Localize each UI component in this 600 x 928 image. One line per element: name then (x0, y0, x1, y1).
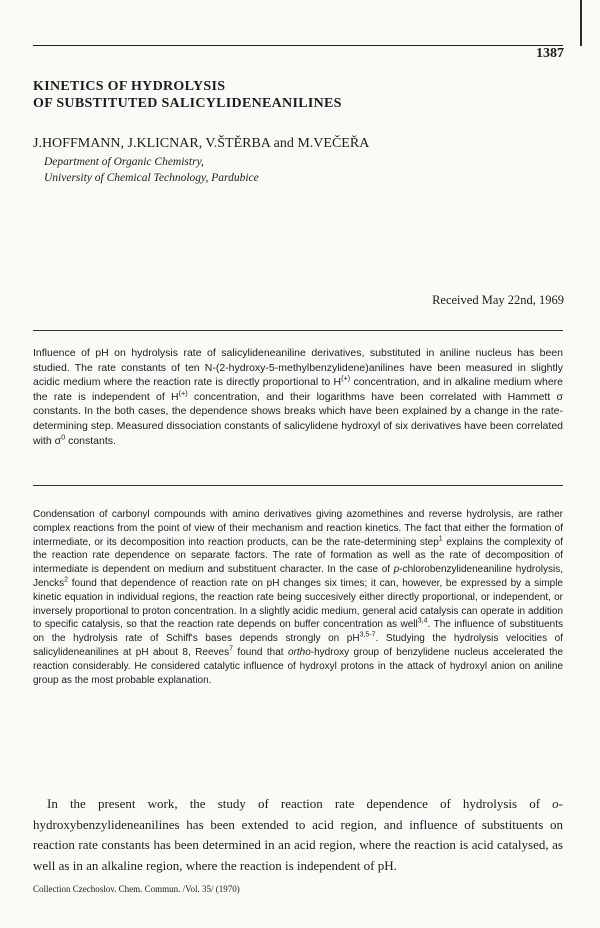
italic-text: ortho (287, 646, 311, 658)
abstract-bottom-rule (33, 485, 563, 486)
received-date: Received May 22nd, 1969 (432, 293, 564, 307)
title-line-1: KINETICS OF HYDROLYSIS (33, 79, 226, 94)
abstract-text: concentration, and their logarithms have been correlated with Hammett σ constants. In the both cases, the dependence shows breaks which have been explained by a change in the rate-determining step. Measured dissociation constants of salicylidene hydroxyl of six derivatives have been correlated with σ (33, 390, 563, 447)
body-text: . The influence of substituents on the hydrolysis rate of Schiff's bases depends strongly on pH (33, 619, 563, 645)
citation: 3,5-7 (359, 631, 376, 639)
superscript: (+) (341, 373, 351, 383)
affiliation-line-1: Department of Organic Chemistry, (44, 156, 204, 168)
abstract-text: constants. (65, 434, 116, 447)
abstract-text: concentration, and in alkaline medium where the rate is independent of H (33, 376, 564, 403)
body-text: found that (233, 646, 288, 658)
page-edge-line (580, 0, 582, 46)
body-text: explains the complexity of the reaction rate dependence on separate factors. The rate of formation as well as the rate of decomposition of intermediate is dependent on medium and substituent character. In the case of (33, 536, 564, 576)
citation: 1 (438, 535, 443, 543)
body-text: -hydroxy group of benzylidene nucleus accelerated the reaction considerably. He considered catalytic influence of hydroxyl protons in the attack of hydroxyl anion on aniline group as the most probable explanation. (33, 646, 564, 686)
page-number: 1387 (536, 46, 564, 61)
superscript: 0 (61, 432, 66, 442)
body-text: found that dependence of reaction rate on pH changes six times; it can, however, be expressed by a simple kinetic equation in individual regions, the reaction rate being succesively either directly proportional, or independent, or inversely proportional to proton concentration. In a slightly acidic medium, general acid catalysis can operate in addition to specific catalysis, so that the reaction rate depends on buffer concentration as well (33, 577, 563, 631)
italic-text: o (552, 796, 559, 811)
body-text: Condensation of carbonyl compounds with amino derivatives giving azomethines and reverse hydrolysis, are rather complex reactions from the point of view of their mechanism and reaction kinetics. The fact that either the formation of intermediate, or its decomposition into reaction products, can be the rate-determining step (33, 509, 563, 548)
body-text: . Studying the hydrolysis velocities of salicylideneanilines at pH about 8, Reeves (33, 633, 563, 658)
citation: 2 (64, 576, 69, 584)
superscript: (+) (178, 388, 188, 398)
header-rule (33, 45, 563, 46)
abstract-top-rule (33, 330, 563, 331)
citation: 3,4 (417, 618, 428, 626)
body-text: In the present work, the study of reaction rate dependence of hydrolysis of (47, 796, 553, 811)
affiliation-line-2: University of Chemical Technology, Pardubice (44, 172, 259, 184)
citation: 7 (229, 645, 234, 653)
affiliation (44, 154, 259, 186)
journal-footer: Collection Czechoslov. Chem. Commun. /Vol. 35/ (1970) (33, 884, 240, 894)
title-line-2: OF SUBSTITUTED SALICYLIDENEANILINES (33, 96, 342, 111)
body-text: -hydroxybenzylideneanilines has been extended to acid region, and influence of substituents on reaction rate constants has been determined in an acid region, where the reaction is acid catalysed, as well as in an alkaline region, where the reaction is independent of pH. (33, 796, 563, 873)
article-title (33, 78, 342, 112)
abstract (33, 346, 563, 448)
italic-text: p (393, 564, 400, 576)
present-work-paragraph (33, 794, 563, 876)
body-text: -chlorobenzylideneaniline hydrolysis, Jencks (33, 564, 563, 589)
abstract-text: Influence of pH on hydrolysis rate of salicylideneaniline derivatives, substituted in aniline nucleus has been studied. The rate constants of ten N-(2-hydroxy-5-methylbenzylidene)anilines have been measured in slightly acidic medium where the reaction rate is directly proportional to H (33, 347, 563, 389)
introduction-paragraph (33, 508, 563, 687)
author-list: J.HOFFMANN, J.KLICNAR, V.ŠTĚRBA and M.VEČEŘA (33, 136, 370, 151)
